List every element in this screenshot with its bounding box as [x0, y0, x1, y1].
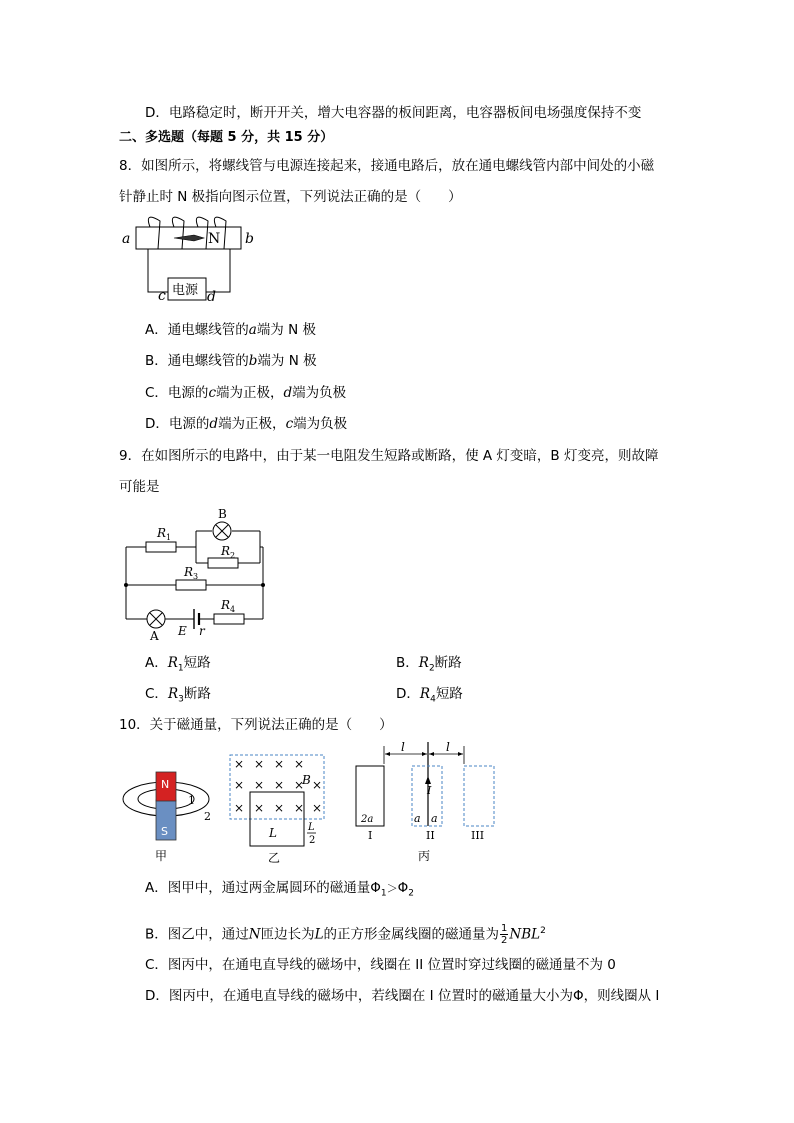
- q9-label-r2: R: [221, 544, 231, 558]
- q10-jia-n: N: [161, 778, 170, 791]
- svg-text:×: ×: [254, 778, 265, 792]
- svg-text:×: ×: [254, 757, 265, 771]
- q10-stem: 10．关于磁通量，下列说法正确的是（ ）: [119, 717, 393, 733]
- svg-text:×: ×: [294, 757, 305, 771]
- q9-label-r4: R: [221, 598, 231, 612]
- q8-label-a: a: [122, 231, 131, 247]
- q10-yi-half-den: 2: [309, 835, 316, 846]
- q9-label-r1: R: [157, 526, 167, 540]
- q8-option-d: D．电源的d端为正极，c端为负极: [145, 416, 348, 432]
- q8-label-source: 电源: [172, 283, 199, 298]
- svg-text:×: ×: [294, 801, 305, 815]
- q10-bing-a2: a: [431, 812, 438, 825]
- q7-option-d: D．电路稳定时，断开开关，增大电容器的板间距离，电容器板间电场强度保持不变: [145, 105, 642, 121]
- q8-label-d: d: [207, 289, 216, 305]
- q8-stem-line1: 8．如图所示，将螺线管与电源连接起来，接通电路后，放在通电螺线管内部中间处的小磁: [119, 158, 655, 174]
- q9-label-e: E: [178, 624, 187, 638]
- q9-option-c: C．$R_3$断路: [145, 686, 211, 705]
- q10-bing-a1: a: [414, 812, 421, 825]
- q10-jia-caption: 甲: [155, 849, 168, 863]
- q10-yi-l: L: [269, 826, 277, 840]
- svg-text:×: ×: [234, 801, 245, 815]
- q9-label-b: B: [218, 507, 227, 521]
- q8-option-c: C．电源的c端为正极，d端为负极: [145, 385, 347, 401]
- q10-option-a: A．图甲中，通过两金属圆环的磁通量$\Phi_1>\Phi_2$: [145, 880, 414, 899]
- q10-figure-yi: [226, 752, 331, 867]
- svg-text:×: ×: [274, 778, 285, 792]
- svg-text:×: ×: [274, 801, 285, 815]
- q8-label-c: c: [158, 288, 166, 304]
- svg-text:R4: $R_4$: [221, 598, 236, 614]
- svg-text:R3: $R_3$: [184, 565, 199, 581]
- q10-option-d: D．图丙中，在通电直导线的磁场中，若线圈在 I 位置时的磁通量大小为Φ，则线圈从 I: [145, 988, 660, 1004]
- q9-option-b: B．$R_2$断路: [396, 655, 462, 674]
- q8-stem-line2: 针静止时 N 极指向图示位置，下列说法正确的是（ ）: [119, 189, 462, 205]
- q10-figure-jia: [118, 742, 218, 867]
- q10-bing-label-i: I: [368, 829, 373, 842]
- svg-text:R1: $R_1$: [157, 526, 172, 542]
- q9-label-a: A: [150, 629, 159, 643]
- q8-solenoid-figure: [118, 215, 268, 305]
- q10-yi-half-num: L: [308, 822, 315, 833]
- q9-option-a: A．$R_1$短路: [145, 655, 211, 674]
- q10-bing-2a: 2a: [361, 814, 374, 825]
- q9-stem-line2: 可能是: [119, 479, 160, 495]
- q10-yi-b: B: [302, 773, 311, 787]
- q10-option-b-fraction: $\frac{1}{2}$: [501, 923, 508, 946]
- svg-text:×: ×: [312, 801, 323, 815]
- section-heading: 二、多选题（每题 5 分，共 15 分）: [119, 130, 334, 145]
- q10-figure-bing: [350, 742, 500, 867]
- q8-label-b: b: [245, 231, 254, 247]
- q10-yi-caption: 乙: [268, 851, 281, 865]
- svg-text:×: ×: [234, 757, 245, 771]
- svg-text:×: ×: [294, 778, 305, 792]
- q10-jia-s: S: [161, 825, 168, 838]
- svg-text:×: ×: [274, 757, 285, 771]
- q10-option-b: B．图乙中，通过N匝边长为L的正方形金属线圈的磁通量为 $\frac{1}{2}$ NBL$^2$: [145, 923, 546, 946]
- q9-label-r3: R: [184, 565, 194, 579]
- q10-bing-label-ii: II: [426, 829, 435, 842]
- svg-text:×: ×: [234, 778, 245, 792]
- q10-bing-caption: 丙: [418, 849, 431, 863]
- q10-jia-ring1: 1: [188, 794, 195, 807]
- q10-option-c: C．图丙中，在通电直导线的磁场中，线圈在 II 位置时穿过线圈的磁通量不为 0: [145, 957, 616, 973]
- svg-text:×: ×: [312, 778, 323, 792]
- q8-option-a: A．通电螺线管的a端为 N 极: [145, 322, 316, 338]
- q9-option-d: D．$R_4$短路: [396, 686, 463, 705]
- svg-text:R2: $R_2$: [221, 544, 236, 560]
- q8-label-n: N: [208, 231, 221, 247]
- q10-bing-label-iii: III: [471, 829, 485, 842]
- q9-stem-line1: 9．在如图所示的电路中，由于某一电阻发生短路或断路，使 A 灯变暗，B 灯变亮，则故障: [119, 448, 659, 464]
- q10-bing-l2: l: [446, 740, 450, 754]
- q10-bing-current: I: [427, 784, 432, 797]
- q10-bing-l1: l: [401, 740, 405, 754]
- q9-circuit-figure: [118, 503, 278, 643]
- svg-text:×: ×: [254, 801, 265, 815]
- q10-jia-ring2: 2: [204, 810, 211, 823]
- q8-option-b: B．通电螺线管的b端为 N 极: [145, 353, 317, 369]
- q9-label-r: r: [199, 624, 205, 638]
